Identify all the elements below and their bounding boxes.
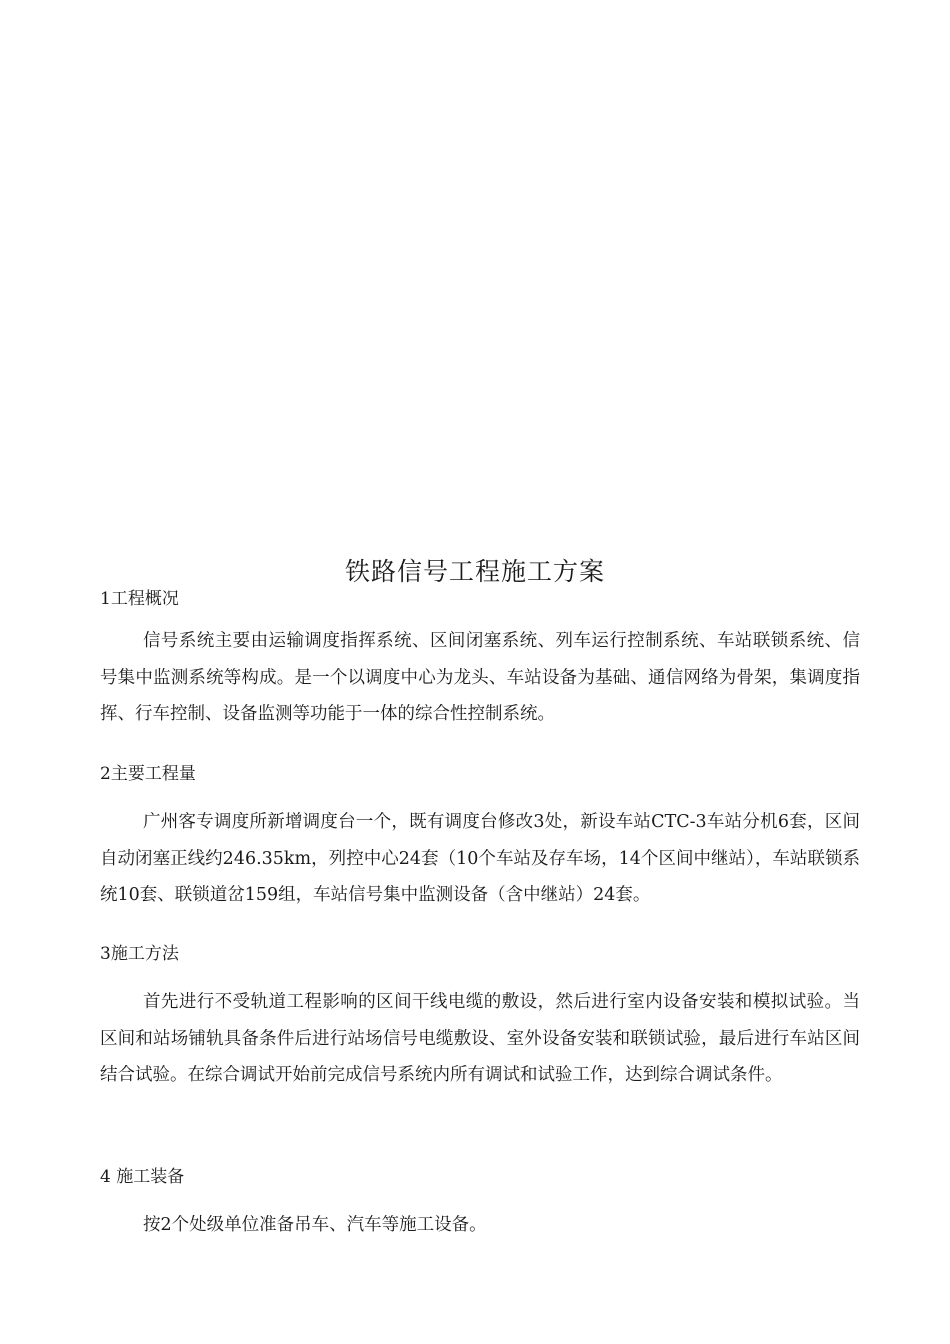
section-paragraph-4: 按2个处级单位准备吊车、汽车等施工设备。 — [143, 1215, 487, 1235]
section-heading-2: 2主要工程量 — [100, 764, 196, 784]
document-title: 铁路信号工程施工方案 — [344, 557, 605, 586]
section-heading-4: 4 施工装备 — [100, 1167, 185, 1187]
section-paragraph-3: 首先进行不受轨道工程影响的区间干线电缆的敷设，然后进行室内设备安装和模拟试验。当区间和站场铺轨具备条件后进行站场信号电缆敷设、室外设备安装和联锁试验，最后进行车站区间结合试验。在综合调试开始前完成信号系统内所有调试和试验工作，达到综合调试条件。 — [100, 992, 860, 1085]
section-heading-1: 1工程概况 — [100, 589, 179, 609]
section-paragraph-2: 广州客专调度所新增调度台一个，既有调度台修改3处，新设车站CTC-3车站分机6套，区间自动闭塞正线约246.35km，列控中心24套（10个车站及存车场，14个区间中继站），车站联锁系统10套、联锁道岔159组，车站信号集中监测设备（含中继站）24套。 — [100, 812, 860, 905]
section-heading-3: 3施工方法 — [100, 944, 179, 964]
section-paragraph-1: 信号系统主要由运输调度指挥系统、区间闭塞系统、列车运行控制系统、车站联锁系统、信号集中监测系统等构成。是一个以调度中心为龙头、车站设备为基础、通信网络为骨架，集调度指挥、行车控制、设备监测等功能于一体的综合性控制系统。 — [100, 631, 860, 724]
